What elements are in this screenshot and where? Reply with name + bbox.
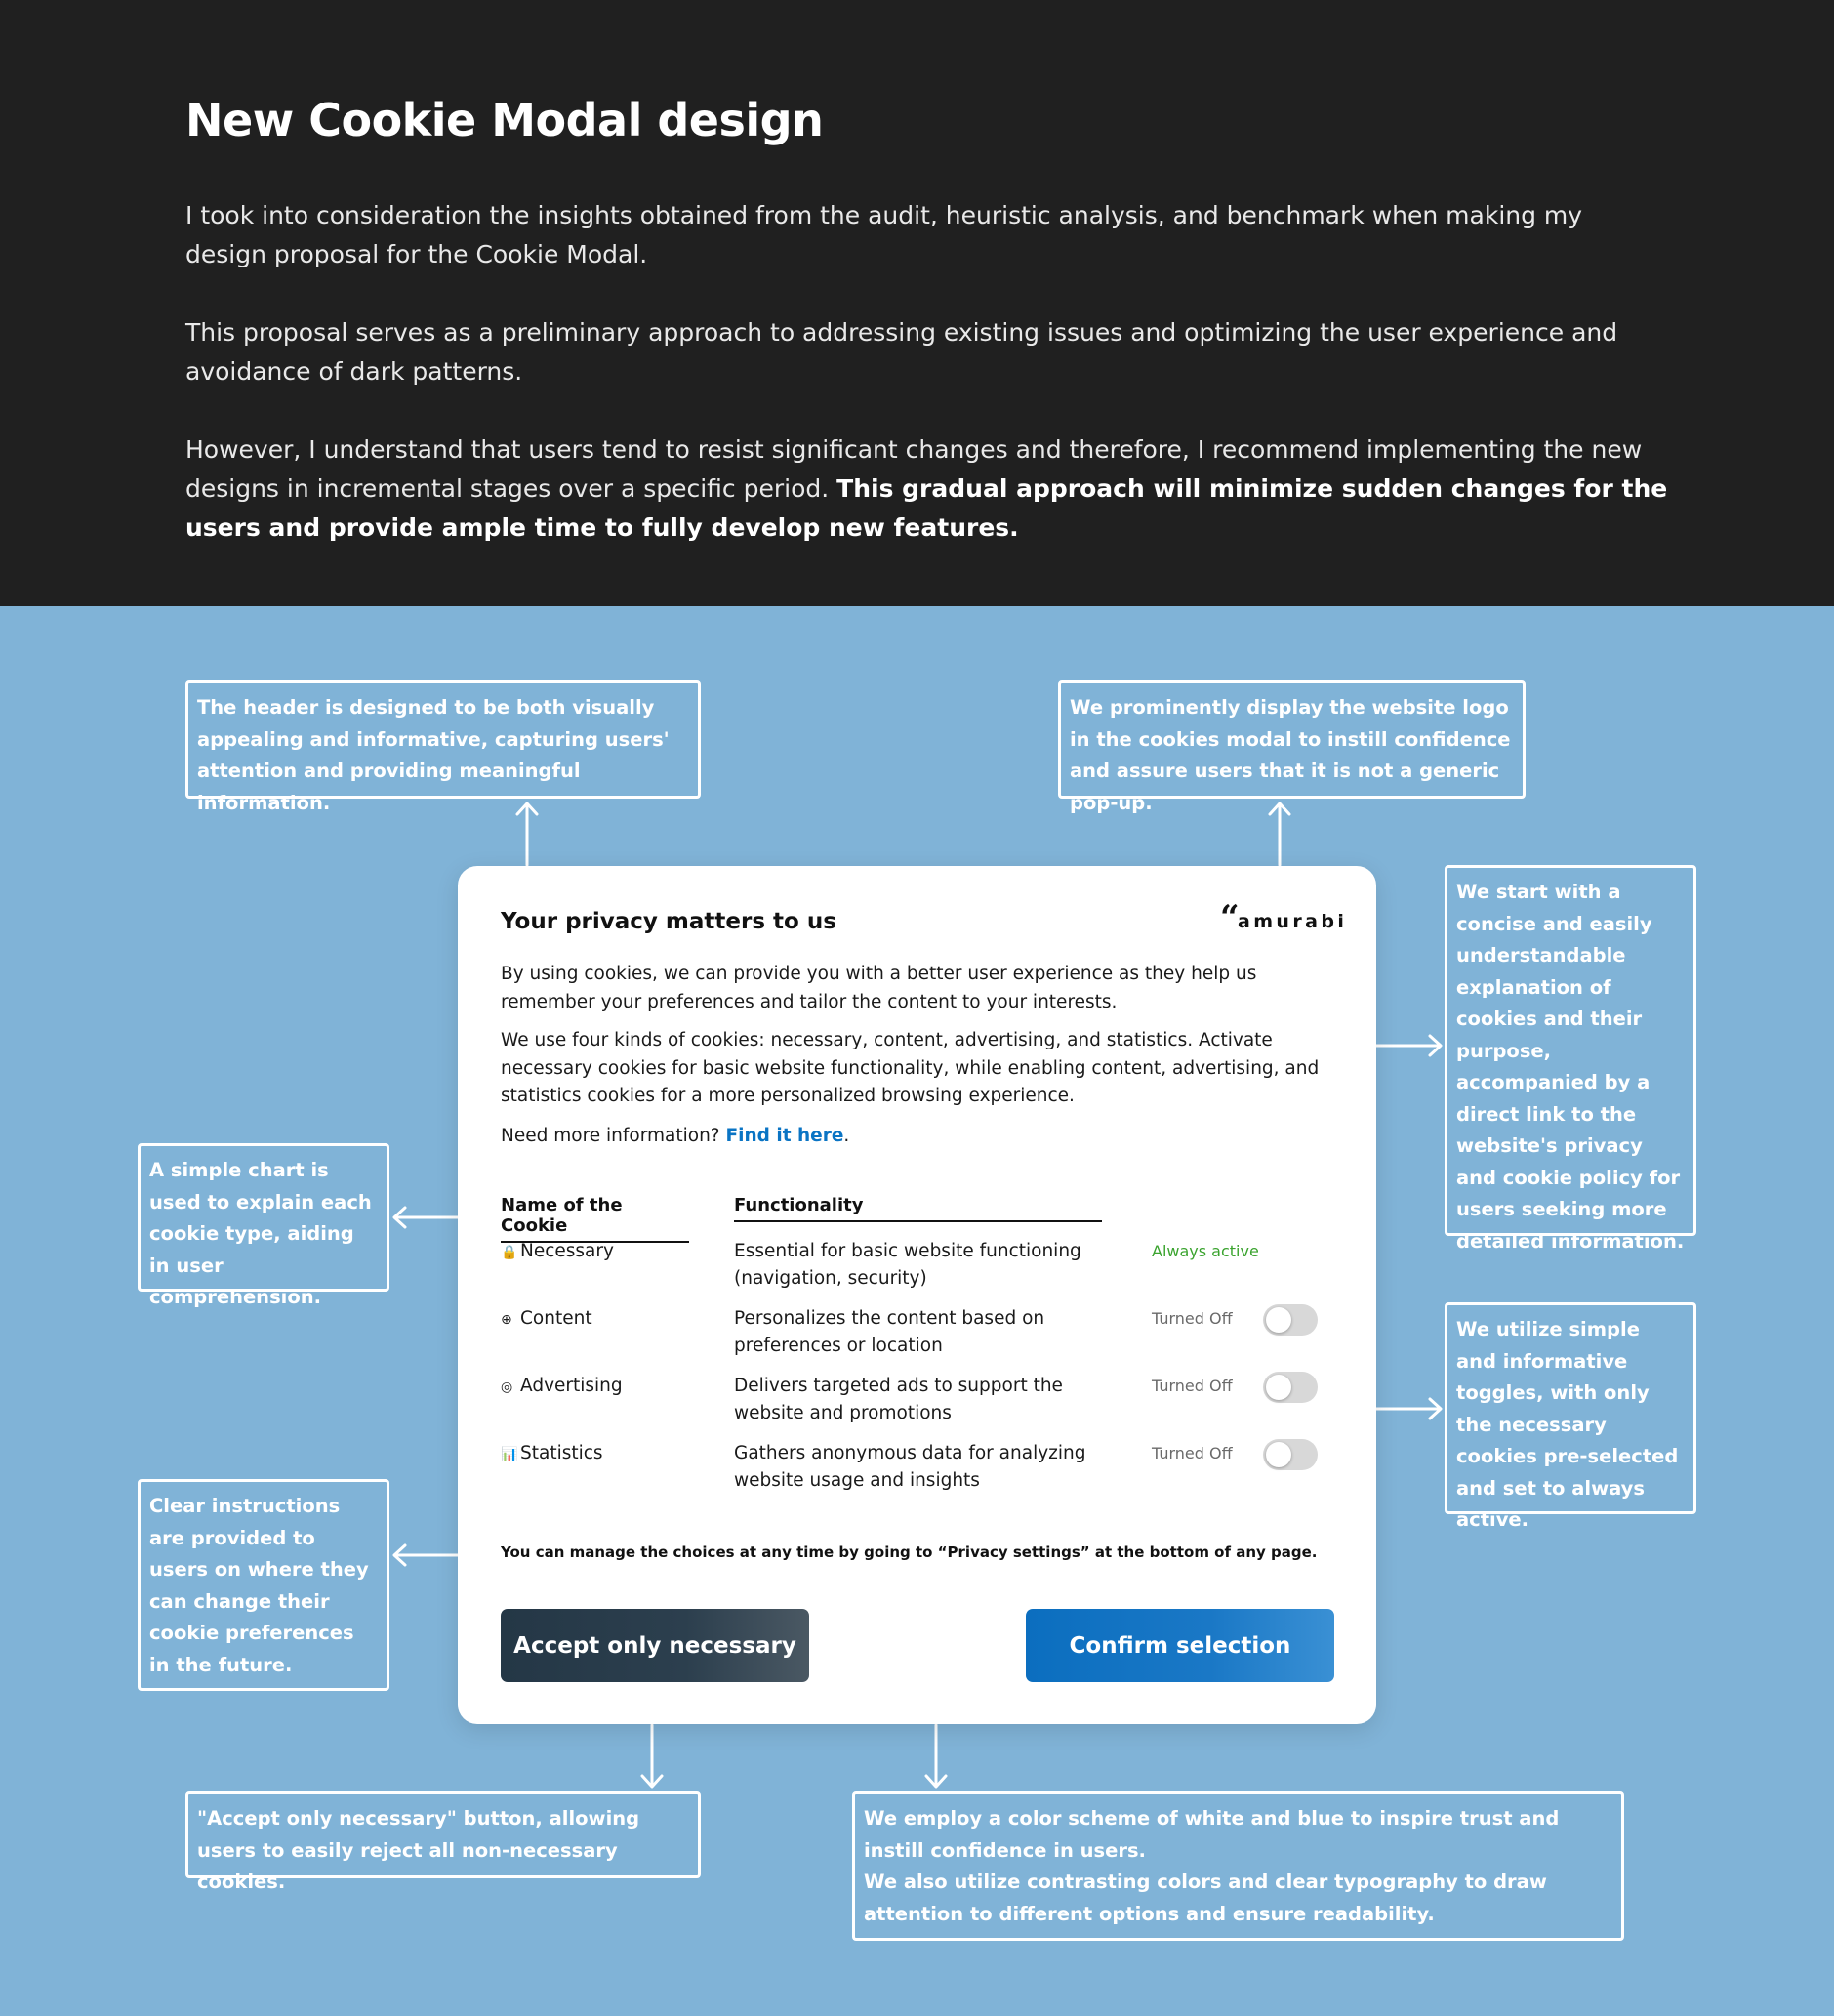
statistics-toggle[interactable]	[1263, 1439, 1318, 1470]
advertising-toggle[interactable]	[1263, 1372, 1318, 1403]
modal-cookie-kinds-text: We use four kinds of cookies: necessary, content, advertising, and statistics. Activate necessary cookies for basic website functionality, while enabling content, advertising, and statistics cookies for a more personalized browsing experience.	[501, 1030, 1320, 1106]
advertising-status: Turned Off	[1152, 1377, 1233, 1395]
intro-paragraph-3	[185, 431, 1669, 548]
cookie-row-advertising-name	[501, 1373, 623, 1401]
cookie-row-statistics-functionality: Gathers anonymous data for analyzing website usage and insights	[734, 1443, 1086, 1491]
globe-icon: ⊕	[501, 1312, 512, 1328]
cookie-row-necessary-functionality: Essential for basic website functioning (navigation, security)	[734, 1241, 1081, 1289]
cookie-name: Advertising	[520, 1376, 623, 1396]
note-logo: We prominently display the website logo in the cookies modal to instill confidence and assure users that it is not a generic pop-up.	[1058, 680, 1526, 799]
cookie-row-statistics-name	[501, 1440, 603, 1468]
note-explanation: We start with a concise and easily understandable explanation of cookies and their purpose, accompanied by a direct link to the website's privacy and cookie policy for users seeking more detailed information.	[1445, 865, 1696, 1236]
more-info-prefix: Need more information?	[501, 1126, 726, 1146]
bar-chart-icon: 📊	[501, 1447, 518, 1462]
intro-paragraph-3-regular: However, I understand that users tend to resist significant changes and therefore, I recommend implementing the new designs in incremental stages over a specific period.	[185, 435, 1643, 503]
more-info-suffix: .	[843, 1126, 850, 1146]
statistics-status: Turned Off	[1152, 1444, 1233, 1462]
always-active-status: Always active	[1152, 1242, 1259, 1260]
note-chart: A simple chart is used to explain each cookie type, aiding in user comprehension.	[138, 1143, 389, 1292]
note-color-scheme	[852, 1791, 1624, 1941]
intro-paragraph-2: This proposal serves as a preliminary approach to addressing existing issues and optimizing the user experience and avoidance of dark patterns.	[185, 318, 1618, 386]
note-color-scheme-line-1: We employ a color scheme of white and blue to inspire trust and instill confidence in users.	[864, 1807, 1560, 1862]
modal-more-info	[501, 1123, 1340, 1151]
table-header-functionality: Functionality	[734, 1195, 1102, 1222]
content-toggle[interactable]	[1263, 1304, 1318, 1336]
note-header-design: The header is designed to be both visually appealing and informative, capturing users' attention and providing meaningful information.	[185, 680, 701, 799]
arrow-accept	[642, 1725, 662, 1787]
note-accept-button: "Accept only necessary" button, allowing users to easily reject all non-necessary cookies.	[185, 1791, 701, 1878]
note-color-scheme-line-2: We also utilize contrasting colors and clear typography to draw attention to different options and ensure readability.	[864, 1871, 1547, 1925]
arrow-explanation	[1376, 1036, 1441, 1055]
toggle-knob	[1266, 1375, 1291, 1400]
table-header-name: Name of the Cookie	[501, 1195, 689, 1243]
arrow-logo	[1270, 803, 1289, 865]
find-it-here-link[interactable]: Find it here	[725, 1126, 844, 1146]
modal-title: Your privacy matters to us	[501, 909, 836, 934]
intro-paragraph-1: I took into consideration the insights obtained from the audit, heuristic analysis, and benchmark when making my design proposal for the Cookie Modal.	[185, 201, 1583, 268]
note-instructions: Clear instructions are provided to users on where they can change their cookie preferences in the future.	[138, 1479, 389, 1691]
cookie-modal	[458, 866, 1376, 1724]
toggle-knob	[1266, 1307, 1291, 1333]
note-toggles: We utilize simple and informative toggles, with only the necessary cookies pre-selected and set to always active.	[1445, 1302, 1696, 1514]
cookie-row-advertising-functionality: Delivers targeted ads to support the website and promotions	[734, 1376, 1063, 1423]
cookie-name: Necessary	[520, 1241, 614, 1261]
arrow-toggles	[1376, 1399, 1441, 1419]
arrow-instructions	[394, 1545, 458, 1565]
logo-wordmark: amurabi	[1238, 911, 1348, 932]
arrow-chart	[394, 1208, 458, 1227]
arrow-header	[517, 803, 537, 865]
intro-paragraph-3-bold: This gradual approach will minimize sudden changes for the users and provide ample time to fully develop new features.	[185, 474, 1668, 542]
toggle-knob	[1266, 1442, 1291, 1467]
accept-only-necessary-button[interactable]: Accept only necessary	[501, 1609, 809, 1682]
manage-choices-note: You can manage the choices at any time by going to “Privacy settings” at the bottom of any page.	[501, 1543, 1318, 1561]
logo-quote-mark: “	[1220, 898, 1240, 937]
cookie-name: Statistics	[520, 1443, 603, 1463]
confirm-selection-button[interactable]: Confirm selection	[1026, 1609, 1334, 1682]
lock-icon: 🔒	[501, 1245, 518, 1260]
page-title: New Cookie Modal design	[185, 94, 824, 146]
intro-section	[0, 0, 1834, 606]
cookie-name: Content	[520, 1308, 592, 1329]
cookie-row-content-name	[501, 1305, 592, 1334]
arrow-colors	[926, 1725, 946, 1787]
content-status: Turned Off	[1152, 1309, 1233, 1328]
cookie-row-content-functionality: Personalizes the content based on preferences or location	[734, 1308, 1045, 1356]
modal-intro-text: By using cookies, we can provide you with a better user experience as they help us remember your preferences and tailor the content to your interests.	[501, 964, 1257, 1012]
target-icon: ◎	[501, 1379, 513, 1395]
cookie-row-necessary-name	[501, 1238, 614, 1266]
